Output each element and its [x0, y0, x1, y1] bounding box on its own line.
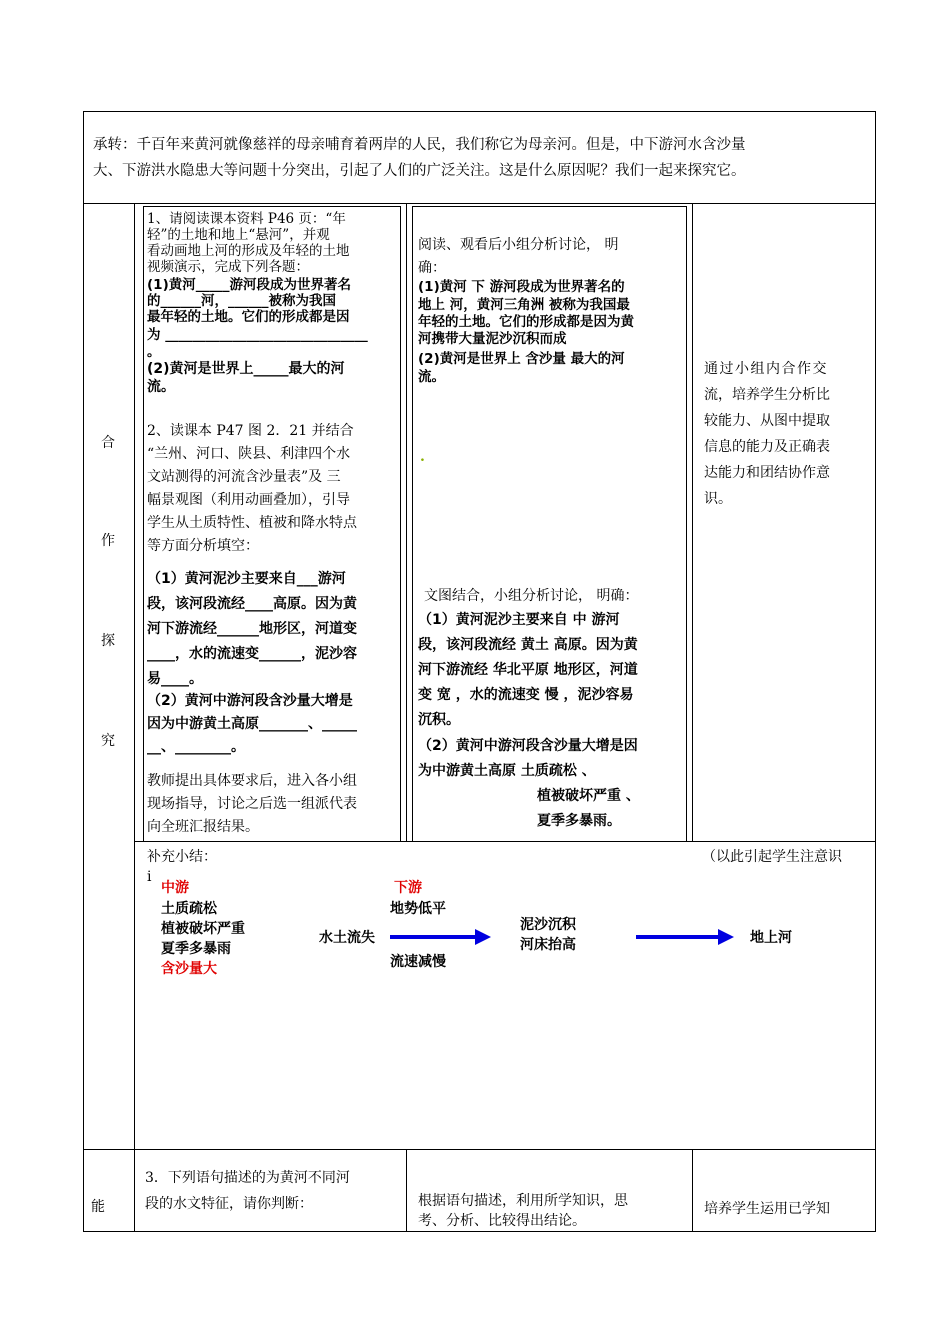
student-answer: 河携带大量泥沙沉积而成	[418, 331, 567, 347]
student-answer: 年轻的土地。它们的形成都是因为黄	[418, 314, 634, 330]
row-divider	[134, 841, 876, 842]
section-label-char: 合	[101, 435, 115, 451]
inner-box-border	[400, 206, 401, 841]
teacher-task: 文站测得的河流含沙量表”及 三	[147, 469, 341, 485]
row-divider	[83, 203, 876, 204]
column-divider	[692, 203, 693, 841]
transition-line: 承转：千百年来黄河就像慈祥的母亲哺育着两岸的人民，我们称它为母亲河。但是，中下游河水含沙量	[93, 137, 746, 153]
column-divider	[406, 1149, 407, 1232]
midstream-result: 含沙量大	[161, 961, 217, 977]
section-label-char: 作	[101, 533, 115, 549]
downstream-title: 下游	[394, 880, 422, 896]
student-answer: 地上 河，黄河三角洲 被称为我国最	[418, 297, 630, 313]
column-divider	[134, 203, 135, 1232]
inner-box-border	[143, 206, 144, 841]
student-answer: （1）黄河泥沙主要来自 中 游河	[418, 612, 620, 628]
inner-box-border	[686, 206, 687, 841]
ability-purpose: 培养学生运用已学知	[704, 1201, 830, 1217]
purpose-line: 识。	[704, 491, 732, 507]
student-answer: 植被破坏严重 、	[537, 788, 640, 804]
summary-stray: i	[147, 869, 152, 885]
teacher-intro: 视频演示，完成下列各题：	[147, 259, 309, 275]
teacher-task: 2、读课本 P47 图 2．21 并结合	[147, 423, 354, 439]
teacher-intro: 看动画地上河的形成及年轻的土地	[147, 243, 350, 259]
inner-box-border	[143, 206, 401, 207]
arrow-erosion	[390, 935, 476, 939]
ability-task: 段的水文特征，请你判断：	[145, 1196, 313, 1212]
teacher-question: 最年轻的土地。它们的形成都是因	[147, 309, 350, 325]
student-intro: 文图结合，小组分析讨论， 明确：	[424, 588, 639, 604]
teacher-question: ____，水的流速变______，泥沙容	[147, 646, 357, 662]
erosion-label: 水土流失	[319, 930, 375, 946]
table-border-left	[83, 111, 84, 1232]
teacher-question: 为 ______________________________	[147, 327, 368, 343]
result-label: 地上河	[750, 930, 792, 946]
student-answer: 流。	[418, 369, 445, 385]
student-intro: 确：	[418, 260, 446, 276]
ability-task: 3．下列语句描述的为黄河不同河	[145, 1170, 350, 1186]
midstream-title: 中游	[161, 880, 189, 896]
student-answer: （2）黄河中游河段含沙量大增是因	[418, 738, 638, 754]
student-answer: 沉积。	[418, 712, 460, 728]
teacher-closing: 向全班汇报结果。	[147, 819, 259, 835]
table-border-right	[875, 111, 876, 1232]
teacher-question: 因为中游黄土高原_______、_____	[147, 716, 357, 732]
student-answer: (1)黄河 下 游河段成为世界著名的	[418, 279, 625, 295]
table-border-top	[83, 111, 876, 112]
teacher-question: 易____。	[147, 671, 203, 687]
teacher-question: 段，该河段流经____高原。因为黄	[147, 596, 357, 612]
teacher-task: 幅景观图（利用动画叠加），引导	[147, 492, 350, 508]
section-label-char: 探	[101, 633, 115, 649]
student-answer: 夏季多暴雨。	[537, 813, 621, 829]
midstream-item: 植被破坏严重	[161, 921, 245, 937]
ability-label: 能	[91, 1199, 105, 1215]
midstream-item: 土质疏松	[161, 901, 217, 917]
purpose-line: 较能力、从图中提取	[704, 413, 830, 429]
teacher-question: 流。	[147, 379, 175, 395]
section-label-char: 究	[101, 733, 115, 749]
teacher-task: “兰州、河口、陕县、利津四个水	[147, 446, 351, 462]
teacher-question: （1）黄河泥沙主要来自___游河	[147, 571, 346, 587]
student-answer: 段，该河段流经 黄土 高原。因为黄	[418, 637, 638, 653]
arrow-deposit-head	[718, 929, 734, 945]
teacher-intro: 轻”的土地和地上“悬河”，并观	[147, 227, 330, 243]
teacher-question: (2)黄河是世界上_____最大的河	[147, 361, 345, 377]
teacher-question: (1)黄河_____游河段成为世界著名	[147, 277, 351, 293]
deposit-line: 河床抬高	[520, 937, 576, 953]
teacher-question: （2）黄河中游河段含沙量大增是	[147, 693, 353, 709]
column-divider	[406, 203, 407, 841]
teacher-task: 等方面分析填空：	[147, 538, 259, 554]
teacher-closing: 教师提出具体要求后，进入各小组	[147, 773, 357, 789]
student-answer: 河下游流经 华北平原 地形区，河道	[418, 662, 638, 678]
teacher-intro: 1、请阅读课本资料 P46 页：“年	[147, 211, 346, 227]
teacher-question: 。	[147, 344, 161, 360]
ability-student: 考、分析、比较得出结论。	[418, 1213, 586, 1229]
downstream-item: 流速减慢	[390, 954, 446, 970]
stray-dot: .	[420, 449, 425, 465]
transition-line: 大、下游洪水隐患大等问题十分突出，引起了人们的广泛关注。这是什么原因呢？我们一起来探究它。	[93, 163, 746, 179]
purpose-line: 达能力和团结协作意	[704, 465, 830, 481]
arrow-deposit	[636, 935, 720, 939]
inner-box-border	[412, 206, 687, 207]
ability-student: 根据语句描述，利用所学知识，思	[418, 1193, 628, 1209]
student-answer: 为中游黄土高原 土质疏松 、	[418, 763, 596, 779]
arrow-erosion-head	[475, 929, 491, 945]
student-answer: (2)黄河是世界上 含沙量 最大的河	[418, 351, 625, 367]
student-intro: 阅读、观看后小组分析讨论， 明	[418, 237, 619, 253]
teacher-task: 学生从土质特性、植被和降水特点	[147, 515, 357, 531]
teacher-question: 的______河，______被称为我国	[147, 293, 336, 309]
midstream-item: 夏季多暴雨	[161, 941, 231, 957]
row-divider	[83, 1149, 876, 1150]
summary-note: （以此引起学生注意识	[702, 849, 842, 865]
student-answer: 变 宽 ，水的流速变 慢 ，泥沙容易	[418, 687, 634, 703]
summary-label: 补充小结：	[147, 849, 217, 865]
teacher-question: __、________。	[147, 739, 245, 755]
purpose-line: 信息的能力及正确表	[704, 439, 830, 455]
purpose-line: 流，培养学生分析比	[704, 387, 830, 403]
inner-box-border	[412, 206, 413, 841]
teacher-question: 河下游流经______地形区，河道变	[147, 621, 357, 637]
teacher-closing: 现场指导，讨论之后选一组派代表	[147, 796, 357, 812]
column-divider	[692, 1149, 693, 1232]
deposit-line: 泥沙沉积	[520, 917, 576, 933]
purpose-line: 通过小组内合作交	[704, 361, 828, 377]
downstream-item: 地势低平	[390, 901, 446, 917]
